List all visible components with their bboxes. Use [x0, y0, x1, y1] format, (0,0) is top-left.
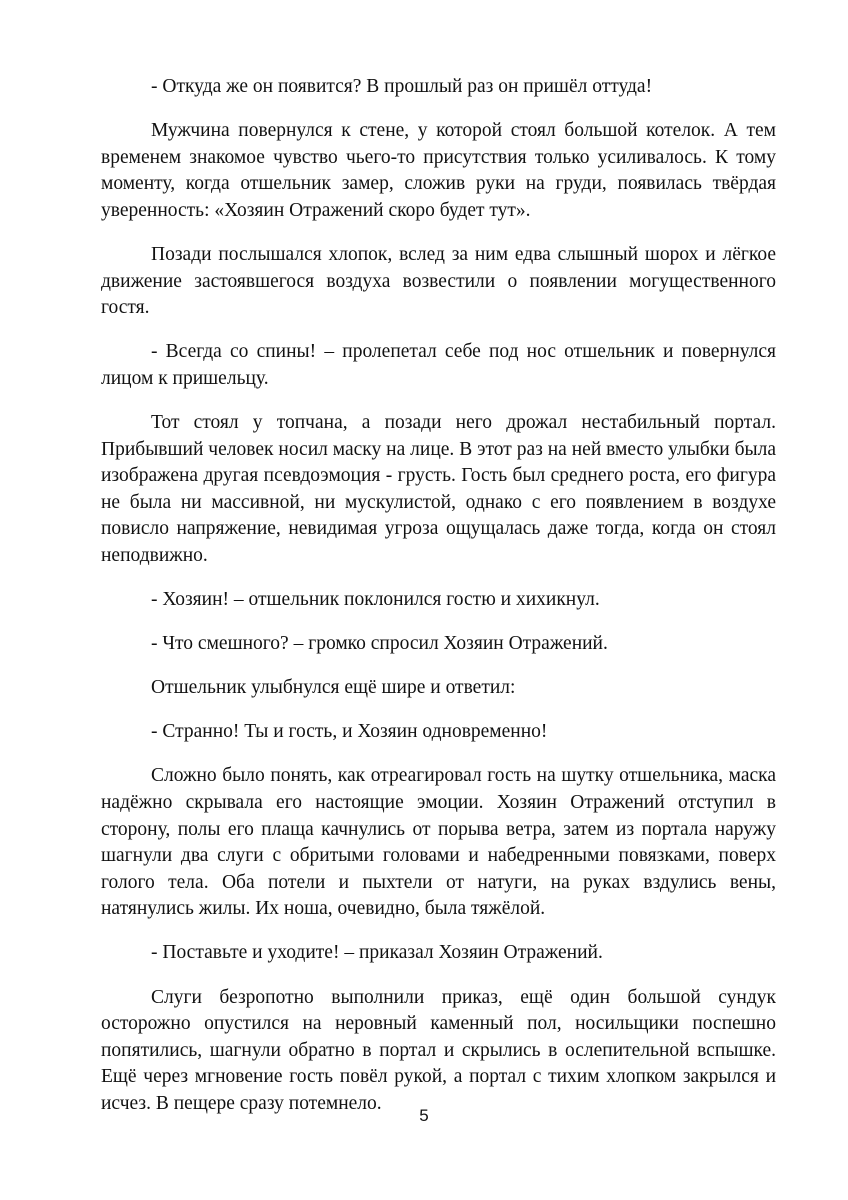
paragraph: Отшельник улыбнулся ещё шире и ответил: — [151, 677, 516, 699]
body-text — [101, 74, 776, 1135]
paragraph: - Что смешного? – громко спросил Хозяин Отражений. — [151, 633, 608, 655]
paragraph: Мужчина повернулся к стене, у которой стоял большой котелок. А тем временем знакомое чувство чьего-то присутствия только усиливалось. К тому моменту, когда отшельник замер, сложив руки на груди, появилась твёрдая уверенность: «Хозяин Отражений скоро будет тут». — [101, 120, 776, 221]
paragraph: - Откуда же он появится? В прошлый раз он пришёл оттуда! — [151, 76, 653, 97]
paragraph: - Странно! Ты и гость, и Хозяин одновременно! — [151, 721, 548, 743]
paragraph: Тот стоял у топчана, а позади него дрожал нестабильный портал. Прибывший человек носил маску на лице. В этот раз на ней вместо улыбки была изображена другая псевдоэмоция - грусть. Гость был среднего роста, его фигура не была ни массивной, ни мускулистой, однако с его появлением в воздухе повисло напряжение, невидимая угроза ощущалась даже тогда, когда он стоял неподвижно. — [101, 411, 776, 566]
paragraph: - Поставьте и уходите! – приказал Хозяин Отражений. — [151, 942, 603, 964]
paragraph: Слуги безропотно выполнили приказ, ещё один большой сундук осторожно опустился на неровный каменный пол, носильщики поспешно попятились, шагнули обратно в портал и скрылись в ослепительной вспышке. Ещё через мгновение гость повёл рукой, а портал с тихим хлопком закрылся и исчез. В пещере сразу потемнело. — [101, 986, 776, 1114]
paragraph: - Всегда со спины! – пролепетал себе под нос отшельник и повернулся лицом к пришельцу. — [101, 341, 776, 389]
paragraph: Позади послышался хлопок, вслед за ним едва слышный шорох и лёгкое движение застоявшегося воздуха возвестили о появлении могущественного гостя. — [101, 243, 776, 319]
page-number: 5 — [419, 1106, 429, 1125]
paragraph: Сложно было понять, как отреагировал гость на шутку отшельника, маска надёжно скрывала его настоящие эмоции. Хозяин Отражений отступил в сторону, полы его плаща качнулись от порыва ветра, затем из портала наружу шагнули два слуги с обритыми головами и набедренными повязками, поверх голого тела. Оба потели и пыхтели от натуги, на руках вздулись вены, натянулись жилы. Их ноша, очевидно, была тяжёлой. — [101, 765, 776, 920]
paragraph: - Хозяин! – отшельник поклонился гостю и хихикнул. — [151, 589, 600, 610]
